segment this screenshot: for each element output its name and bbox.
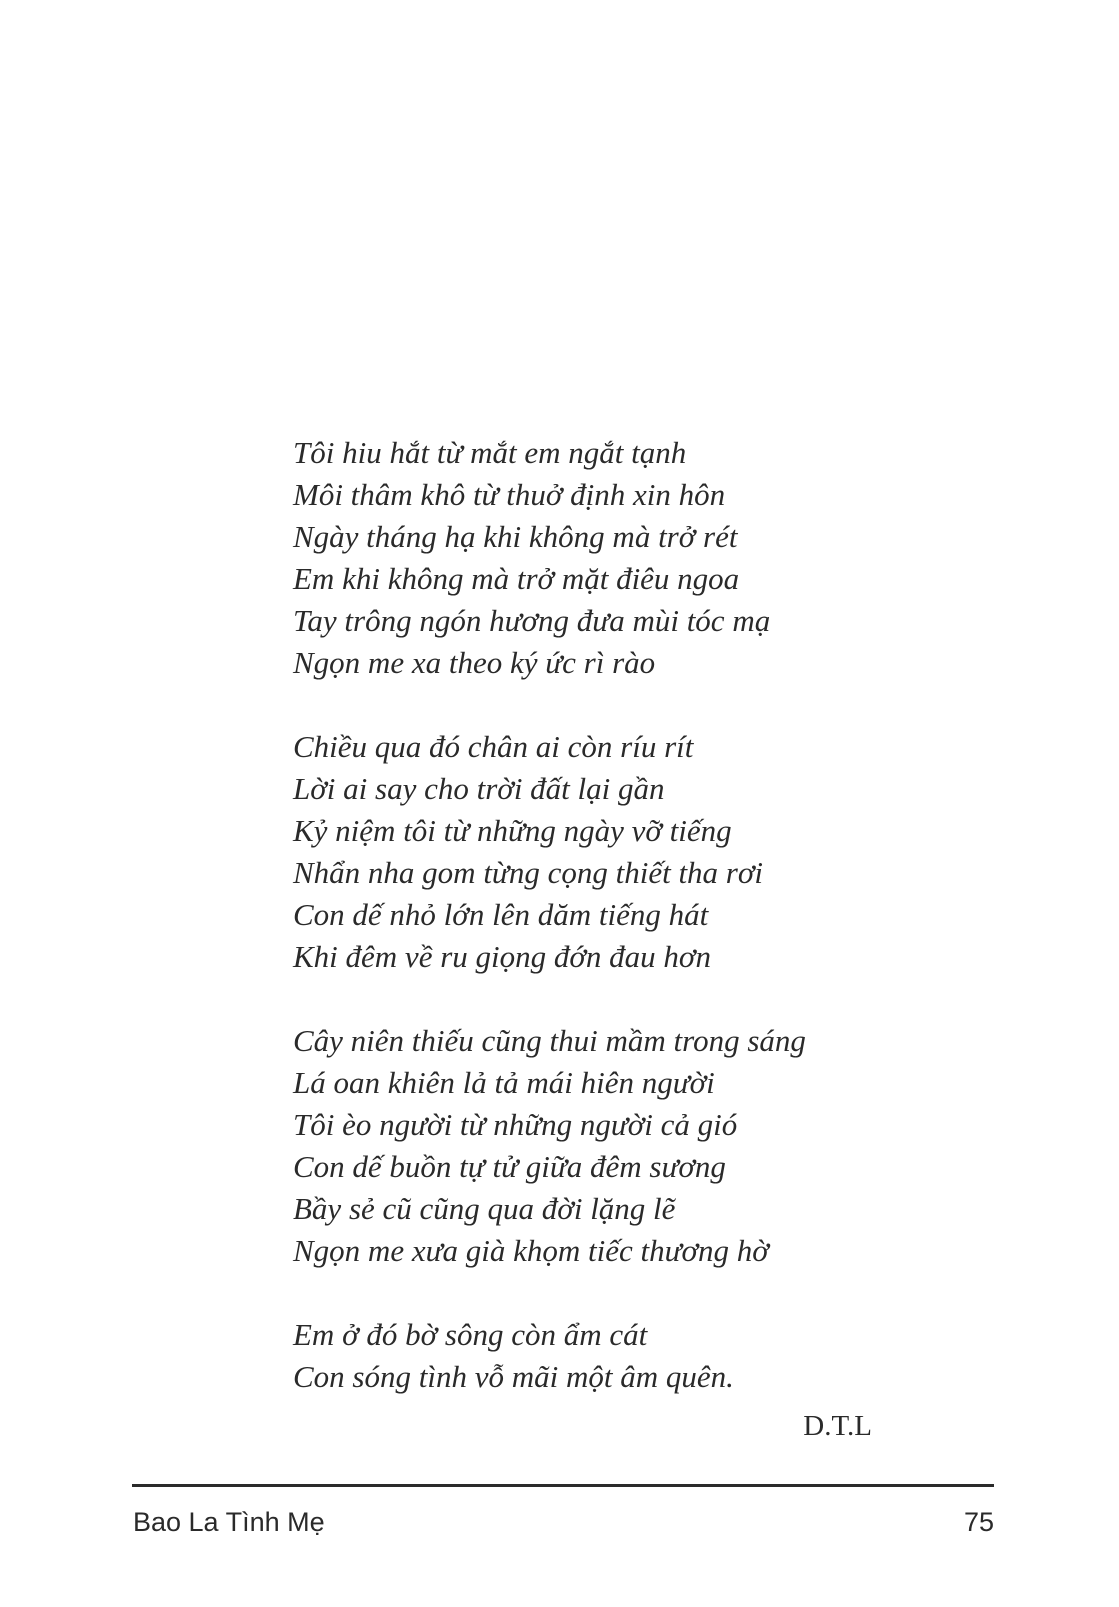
poem-line: Cây niên thiếu cũng thui mầm trong sáng [293, 1023, 806, 1058]
poem-line: Lời ai say cho trời đất lại gần [293, 771, 665, 806]
poem-line: Lá oan khiên lả tả mái hiên người [293, 1065, 715, 1100]
poem-line: Em khi không mà trở mặt điêu ngoa [293, 561, 740, 596]
poem-line: Tôi èo người từ những người cả gió [293, 1107, 738, 1142]
stanza-2 [293, 726, 913, 978]
poem-line: Tôi hiu hắt từ mắt em ngắt tạnh [293, 435, 687, 470]
stanza-4 [293, 1314, 913, 1398]
poem-line: Ngày tháng hạ khi không mà trở rét [293, 519, 738, 554]
footer-page-number: 75 [963, 1507, 994, 1537]
poem-line: Con sóng tình vỗ mãi một âm quên. [293, 1359, 734, 1394]
poem-line: Chiều qua đó chân ai còn ríu rít [293, 729, 694, 764]
poem-line: Kỷ niệm tôi từ những ngày vỡ tiếng [293, 813, 732, 848]
poem [293, 432, 913, 1398]
poem-line: Ngọn me xa theo ký ức rì rào [293, 645, 656, 680]
poem-line: Con dế nhỏ lớn lên dăm tiếng hát [293, 897, 709, 932]
poem-line: Nhẩn nha gom từng cọng thiết tha rơi [293, 855, 764, 890]
poem-line: Tay trông ngón hương đưa mùi tóc mạ [293, 603, 771, 638]
poem-line: Bầy sẻ cũ cũng qua đời lặng lẽ [293, 1191, 676, 1226]
poem-line: Môi thâm khô từ thuở định xin hôn [293, 477, 726, 512]
poem-line: Ngọn me xưa già khọm tiếc thương hờ [293, 1233, 769, 1268]
stanza-1 [293, 432, 913, 684]
footer-divider [132, 1484, 994, 1487]
stanza-3 [293, 1020, 913, 1272]
poem-line: Em ở đó bờ sông còn ẩm cát [293, 1317, 648, 1352]
author-signature: D.T.L [803, 1410, 872, 1442]
footer-book-title: Bao La Tình Mẹ [133, 1507, 325, 1537]
poem-line: Con dế buồn tự tử giữa đêm sương [293, 1149, 726, 1184]
poem-line: Khi đêm về ru giọng đớn đau hơn [293, 939, 711, 974]
